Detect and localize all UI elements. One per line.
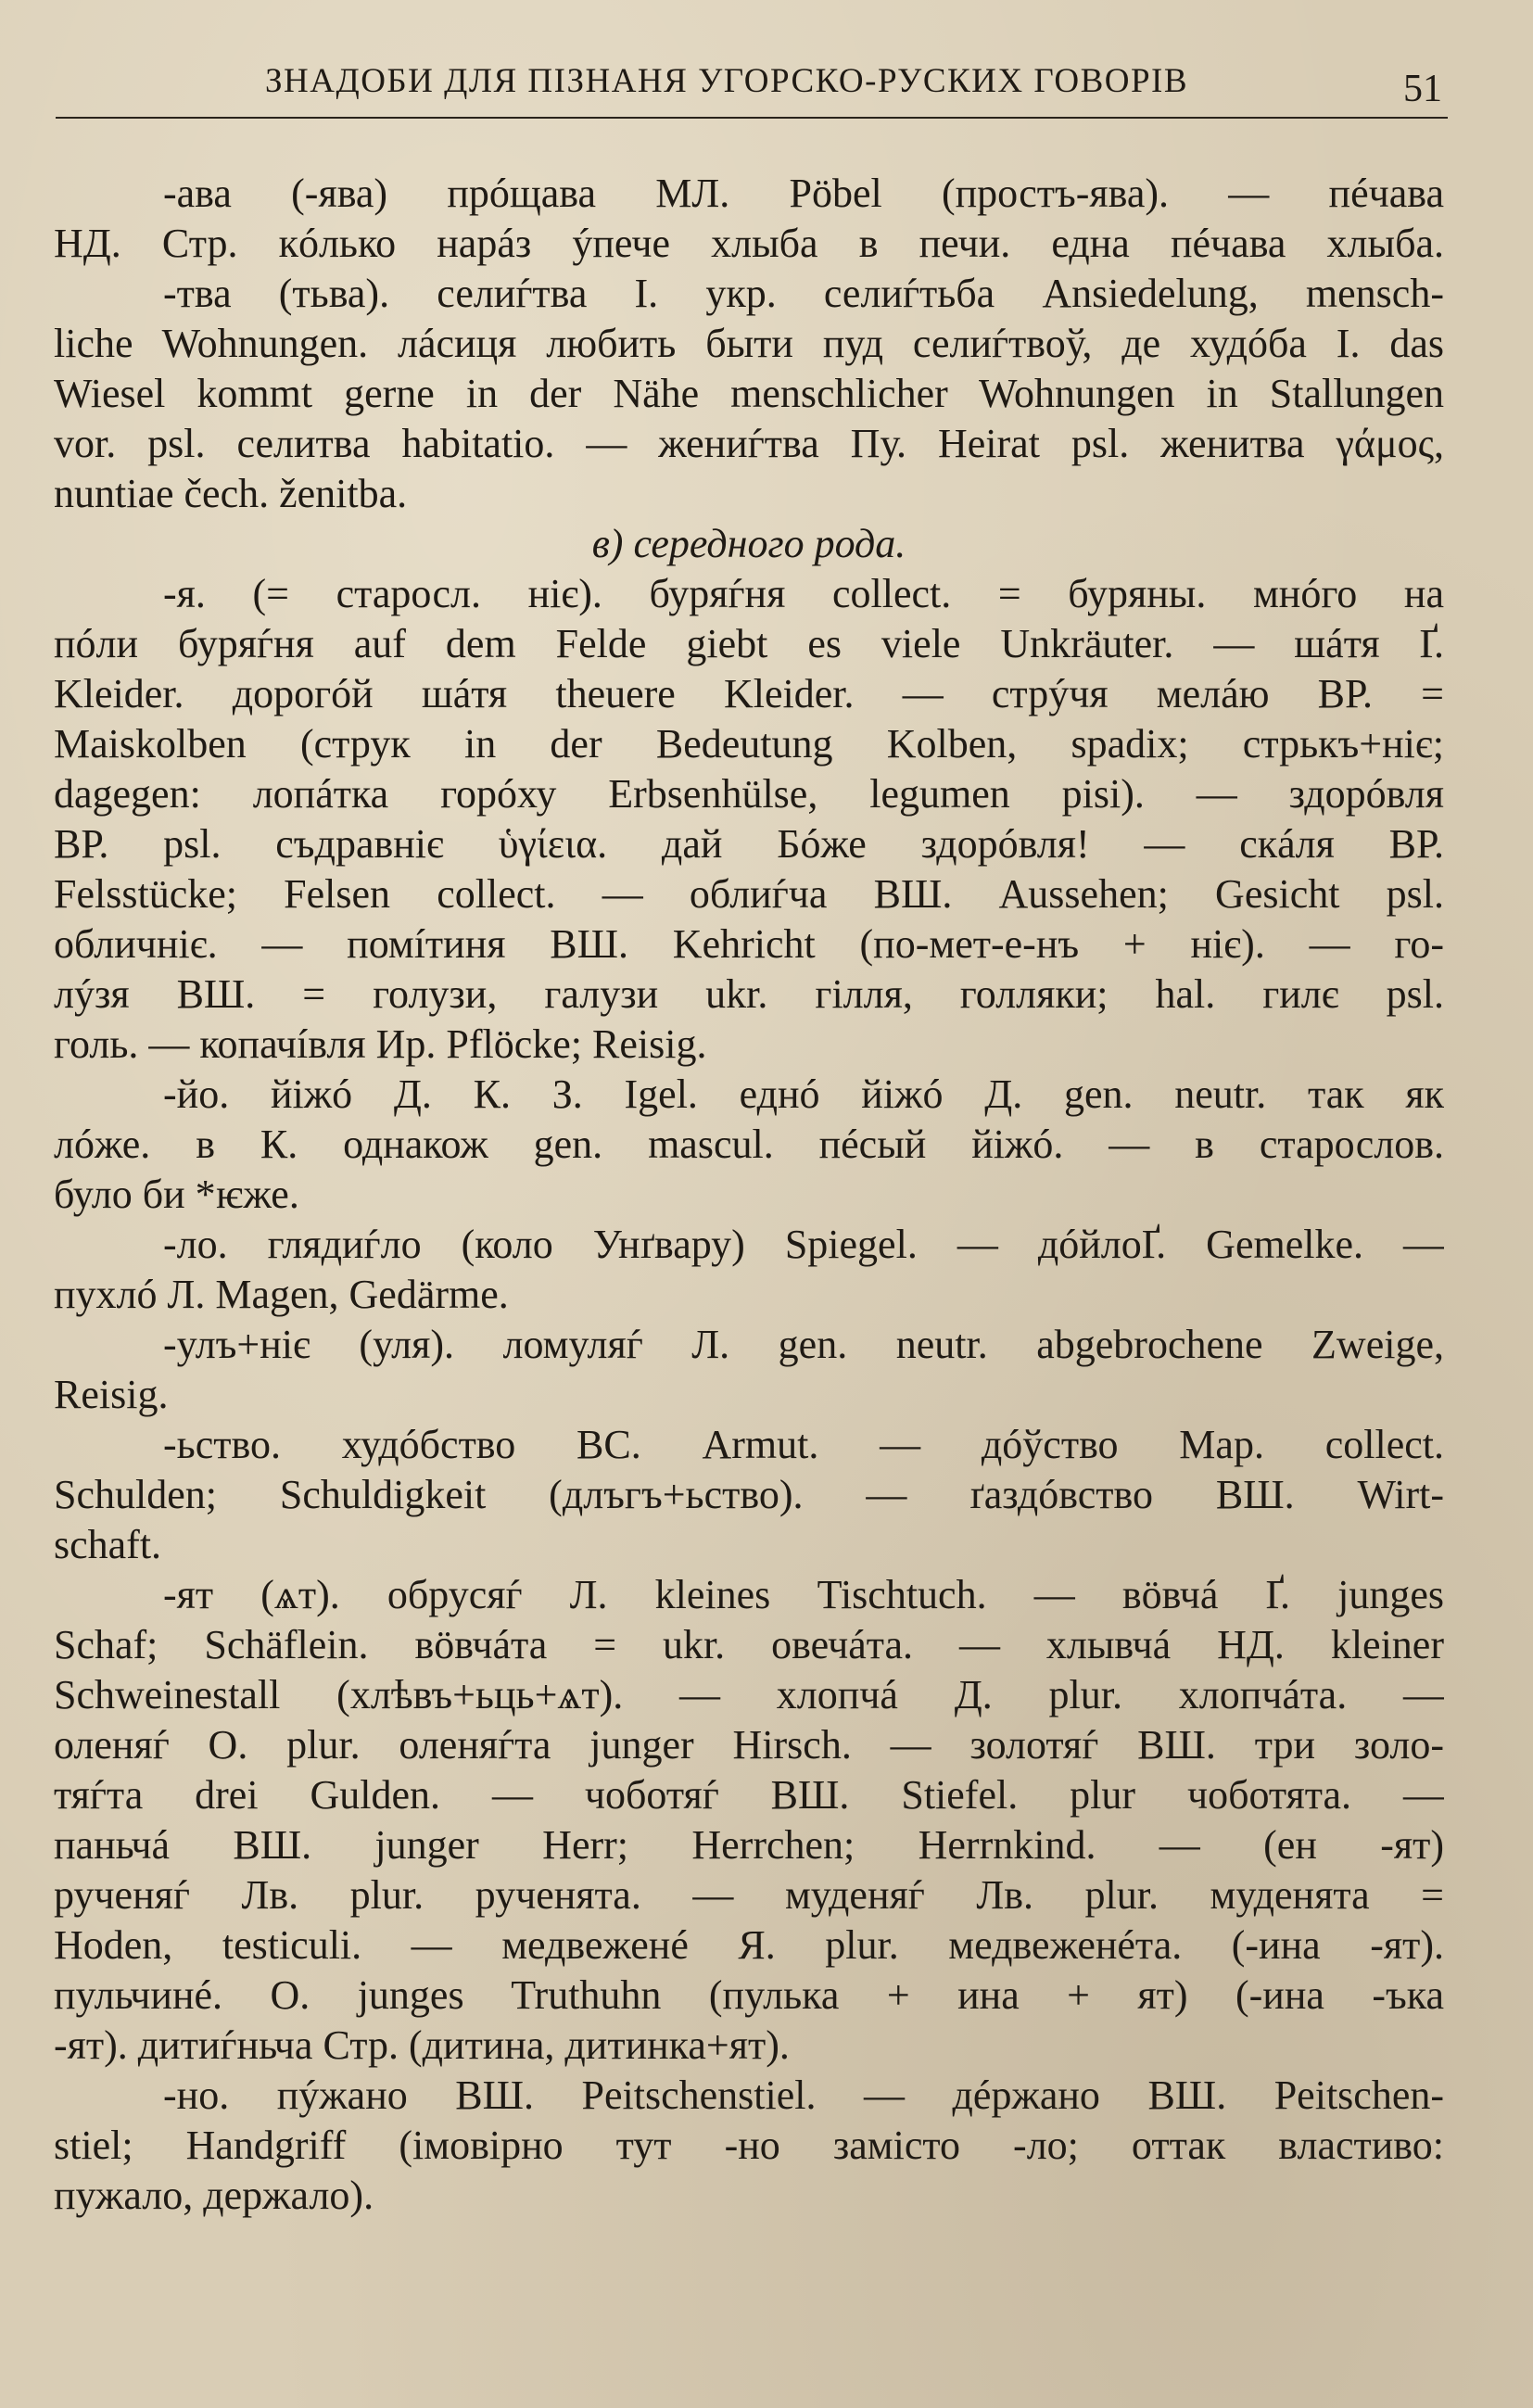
text-line: -ят (ѧт). обрусяѓ Л. kleines Tischtuch. — вöвчá Ґ. junges (163, 1572, 1444, 1617)
text-line: Kleider. дорогóй шáтя theuere Kleider. — стрýчя мелáю ВР. = (54, 671, 1444, 716)
text-line: Schulden; Schuldigkeit (длъгъ+ьство). — ґаздóвство ВШ. Wirt- (54, 1472, 1444, 1517)
body-text (54, 169, 1444, 2221)
text-line: Hoden, testiculi. — медвеженé Я. plur. медвеженéта. (-ина -ят). (54, 1922, 1444, 1968)
text-line: тяѓта drei Gulden. — чоботяѓ ВШ. Stiefel. plur чоботята. — (54, 1772, 1444, 1818)
text-line: -йо. йіжó Д. К. З. Igel. еднó йіжó Д. gen. neutr. так як (163, 1071, 1444, 1117)
text-line: schaft. (54, 1522, 162, 1567)
text-line: пóли буряѓня auf dem Felde giebt es viele Unkräuter. — шáтя Ґ. (54, 621, 1444, 666)
text-line: -ло. глядиѓло (коло Унґвару) Spiegel. — дóйлоҐ. Gemelke. — (163, 1222, 1444, 1267)
text-line: -ят). дитиѓньча Стр. (дитина, дитинка+ят). (54, 2022, 790, 2068)
text-line: -но. пýжано ВШ. Peitschenstiel. — дéржано ВШ. Peitschen- (163, 2072, 1444, 2118)
text-line: рученяѓ Лв. plur. рученята. — муденяѓ Лв. plur. муденята = (54, 1872, 1444, 1918)
text-line: Schweinestall (хлѣвъ+ьць+ѧт). — хлопчá Д. plur. хлопчáта. — (54, 1672, 1444, 1717)
text-line: nuntiae čech. ženitba. (54, 471, 408, 516)
page-number: 51 (1403, 68, 1442, 110)
text-line: dagegen: лопáтка горóху Erbsenhülse, legumen pisi). — здорóвля (54, 771, 1444, 817)
text-line: Wiesel kommt gerne in der Nähe menschlicher Wohnungen in Stallungen (54, 371, 1444, 416)
header-title: ЗНАДОБИ ДЛЯ ПІЗНАНЯ УГОРСКО-РУСКИХ ГОВОРІВ (265, 62, 1189, 100)
text-line: -я. (= старосл. ніє). буряѓня collect. = буряны. мнóго на (163, 571, 1444, 616)
text-line: лýзя ВШ. = голузи, галузи ukr. гілля, голляки; hal. гилє psl. (54, 971, 1444, 1017)
text-line: vor. psl. селитва habitatio. — жениѓтва Пу. Heirat psl. женитва γάμος, (54, 421, 1444, 466)
text-line: пухлó Л. Magen, Gedärme. (54, 1272, 509, 1317)
running-header (56, 52, 1448, 119)
text-line: пульчинé. О. junges Truthuhn (пулька + ина + ят) (-ина -ъка (54, 1972, 1444, 2018)
text-line: обличніє. — помíтиня ВШ. Kehricht (по-мет-е-нъ + ніє). — го- (54, 921, 1444, 967)
text-line: оленяѓ О. plur. оленяѓта junger Hirsch. — золотяѓ ВШ. три золо- (54, 1722, 1444, 1768)
text-line: stiel; Handgriff (імовірно тут -но замісто -ло; оттак властиво: (54, 2123, 1444, 2168)
text-line: Reisig. (54, 1372, 169, 1417)
text-line: було би *ѥже. (54, 1172, 299, 1217)
text-line: Maiskolben (струк in der Bedeutung Kolben, spadix; стрькъ+ніє; (54, 721, 1444, 767)
text-line: лóже. в К. однакож gen. mascul. пéсый йіжó. — в старослов. (54, 1122, 1444, 1167)
text-line: паньчá ВШ. junger Herr; Herrchen; Herrnkind. — (ен -ят) (54, 1822, 1444, 1868)
text-line: -ьство. худóбство ВС. Armut. — дóўство Мар. collect. (163, 1422, 1444, 1467)
text-line: Felsstücke; Felsen collect. — облиѓча ВШ. Aussehen; Gesicht psl. (54, 871, 1444, 917)
text-line: Schaf; Schäflein. вöвчáта = ukr. овечáта. — хлывчá НД. kleiner (54, 1622, 1444, 1667)
section-heading: в) середного рода. (591, 521, 906, 566)
text-line: ВР. psl. съдравніє ὑγίεια. дай Бóже здорóвля! — скáля ВР. (54, 821, 1444, 867)
text-line: -тва (тьва). селиѓтва І. укр. селиѓтьба Ansiedelung, mensch- (163, 271, 1444, 316)
text-line: пужало, держало). (54, 2173, 374, 2218)
text-line: НД. Стр. кóлько нарáз ýпече хлыбa в печи. една пéчава хлыбa. (54, 221, 1444, 266)
text-line: -улъ+ніє (уля). ломуляѓ Л. gen. neutr. abgebrochene Zweige, (163, 1322, 1444, 1367)
text-line: -ава (-ява) прóщава МЛ. Pöbel (простъ-ява). — пéчава (163, 171, 1444, 216)
text-line: голь. — копачíвля Ир. Pflöcke; Reisig. (54, 1021, 707, 1067)
text-line: liche Wohnungen. лáсиця любить быти пуд селиѓтвоў, де худóба I. das (54, 321, 1444, 366)
